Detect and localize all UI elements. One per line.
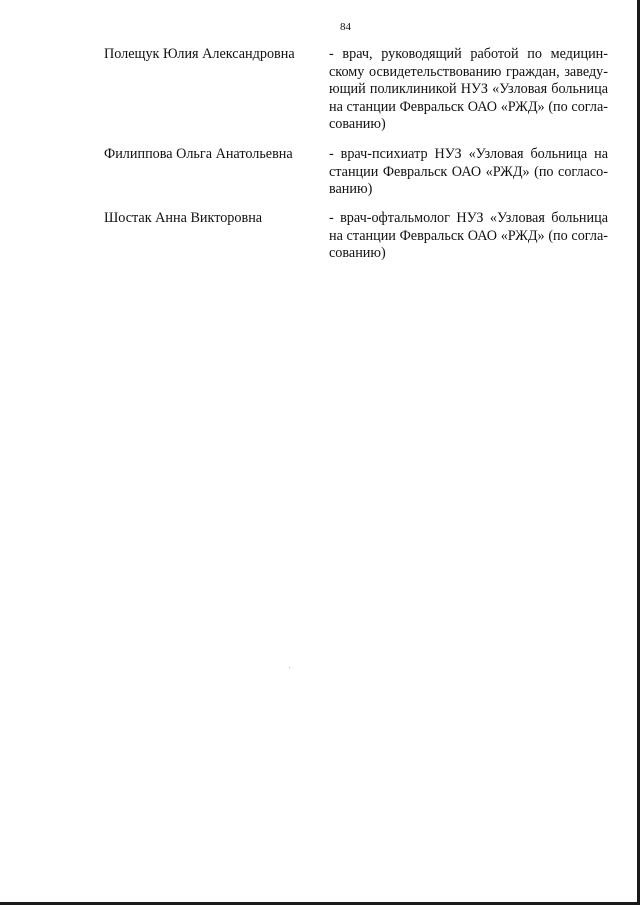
position-line: - врач, руководящий работой по медицин- (329, 46, 608, 62)
position-line: сованию) (329, 245, 386, 261)
person-name: Полещук Юлия Александровна (104, 46, 295, 62)
person-position (329, 210, 608, 263)
position-line: на станции Февральск ОАО «РЖД» (по согла- (329, 227, 608, 244)
position-line: - врач-офтальмолог НУЗ «Узловая больница (329, 210, 608, 226)
person-name: Филиппова Ольга Анатольевна (104, 146, 293, 162)
position-line: на станции Февральск ОАО «РЖД» (по согла- (329, 98, 608, 115)
position-line: сованию) (329, 116, 386, 132)
person-name: Шостак Анна Викторовна (104, 210, 263, 226)
person-position (329, 46, 608, 134)
page-number: 84 (340, 21, 351, 33)
person-position (329, 146, 608, 199)
scan-speck (289, 667, 290, 668)
position-line: ванию) (329, 181, 373, 197)
position-line: скому освидетельствованию граждан, заведу- (329, 63, 608, 80)
position-line: станции Февральск ОАО «РЖД» (по согласо- (329, 163, 608, 180)
position-line: ющий поликлиникой НУЗ «Узловая больница (329, 81, 608, 97)
position-line: - врач-психиатр НУЗ «Узловая больница на (329, 146, 608, 162)
